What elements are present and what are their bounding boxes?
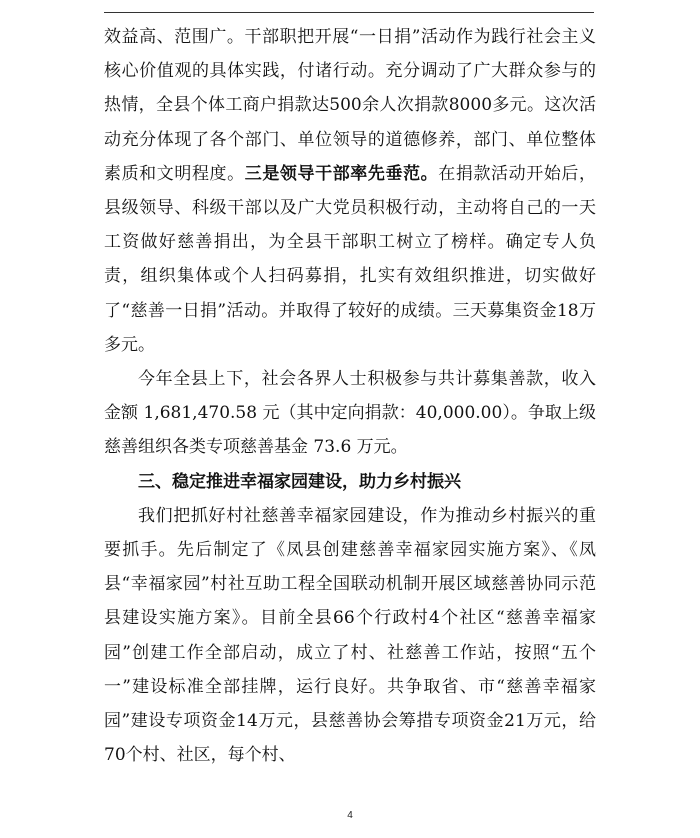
paragraph-text: 在捐款活动开始后，县级领导、科级干部以及广大党员积极行动，主动将自己的一天工资做好慈善捐出，为全县干部职工树立了榜样。确定专人负责，组织集体或个人扫码募捐，扎实有效组织推进，切实做好了“慈善一日捐”活动。并取得了较好的成绩。三天募集资金18万多元。 bbox=[104, 163, 597, 355]
paragraph-text: 效益高、范围广。干部职把开展“一日捐”活动作为践行社会主义核心价值观的具体实践，付诸行动。充分调动了广大群众参与的热情，全县个体工商户捐款达500余人次捐款8000多元。这次活动充分体现了各个部门、单位领导的道德修养，部门、单位整体素质和文明程度。 bbox=[104, 27, 596, 184]
paragraph-donation-activity bbox=[104, 20, 596, 362]
header-rule bbox=[104, 12, 594, 13]
bold-phrase-leaders: 三是领导干部率先垂范。 bbox=[244, 163, 439, 184]
section-heading-3: 三、稳定推进幸福家园建设，助力乡村振兴 bbox=[138, 471, 461, 492]
paragraph-happy-home: 我们把抓好村社慈善幸福家园建设，作为推动乡村振兴的重要抓手。先后制定了《凤县创建慈善幸福家园实施方案》、《凤县“幸福家园”村社互助工程全国联动机制开展区域慈善协同示范县建设实施方案》。目前全县66个行政村4个社区“慈善幸福家园”创建工作全部启动，成立了村、社慈善工作站，按照“五个一”建设标准全部挂牌，运行良好。共争取省、市“慈善幸福家园”建设专项资金14万元，县慈善协会筹措专项资金21万元，给70个村、社区，每个村、 bbox=[104, 505, 596, 766]
document-page bbox=[104, 20, 596, 772]
paragraph-donation-total: 今年全县上下，社会各界人士积极参与共计募集善款，收入金额 1,681,470.58 元（其中定向捐款：40,000.00）。争取上级慈善组织各类专项慈善基金 73.6 万元。 bbox=[104, 369, 596, 458]
page-number: 4 bbox=[347, 810, 353, 821]
